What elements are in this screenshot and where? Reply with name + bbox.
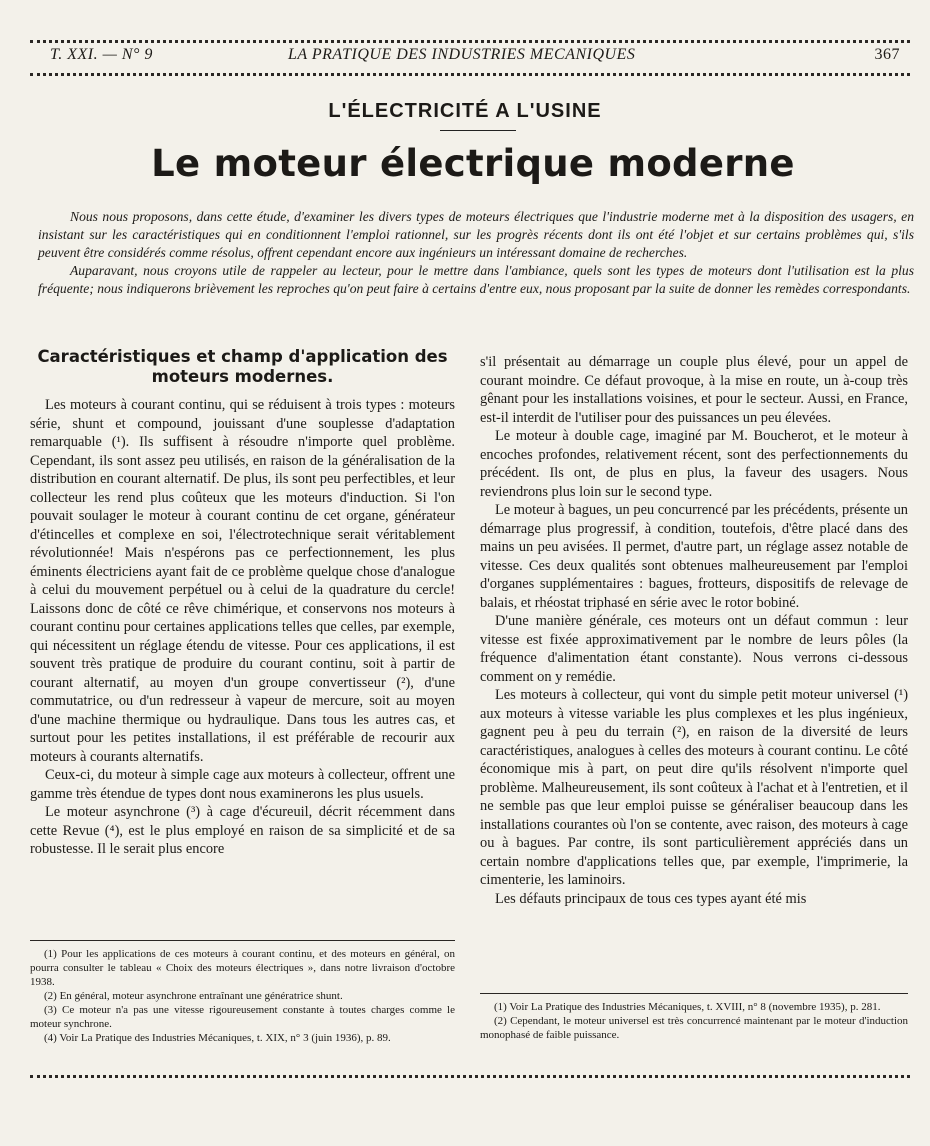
footnote-rule-left — [30, 940, 455, 941]
footnote-rule-right — [480, 993, 908, 994]
footnotes-right — [480, 1000, 908, 1042]
footnote: (2) En général, moteur asynchrone entraînant une génératrice shunt. — [44, 990, 343, 1002]
body-paragraph: D'une manière générale, ces moteurs ont un défaut commun : leur vitesse est fixée approximativement par le nombre de leurs pôles (la fréquence d'alimentation étant constante). Nous verrons ci-dessous comment on y remédie. — [480, 613, 908, 685]
body-paragraph: Les moteurs à collecteur, qui vont du simple petit moteur universel (¹) aux moteurs à vitesse variable les plus complexes et les plus ingénieux, gagnent peu à peu du terrain (²), en raison de la diversité de leurs caractéristiques, analogues à celles des moteurs à courant continu. Le côté économique mis à part, on peut dire qu'ils résolvent n'importe quel problème. Malheureusement, ils sont coûteux à l'achat et à l'entretien, et il ne semble pas que leur emploi puisse se généraliser beaucoup dans les installations courantes où l'on se contente, avec raison, des moteurs à cage ou à bagues. Par contre, ils sont particulièrement appréciés dans un certain nombre d'applications telles que, par exemple, l'imprimerie, la cimenterie, les laminoirs. — [480, 687, 908, 888]
footnote: (1) Pour les applications de ces moteurs à courant continu, et des moteurs en général, on pourra consulter le tableau « Choix des moteurs électriques », dans notre livraison d'octobre 1938. — [30, 948, 455, 988]
body-paragraph: Le moteur à bagues, un peu concurrencé par les précédents, présente un démarrage plus progressif, à condition, toutefois, d'être placé dans des mains un peu avisées. Il permet, d'autre part, un réglage assez notable de vitesse. Ces deux qualités sont obtenues malheureusement par l'emploi d'organes supplémentaires : bagues, frotteurs, dispositifs de relevage de balais, et rhéostat triphasé en série avec le rotor bobiné. — [480, 502, 908, 611]
body-paragraph: Les moteurs à courant continu, qui se réduisent à trois types : moteurs série, shunt et compound, jouissant d'une souplesse d'adaptation remarquable (¹). Ils suffisent à résoudre n'importe quel problème. Cependant, ils sont assez peu utilisés, en raison de la généralisation de la distribution en courant alternatif. De plus, ils sont peu perfectibles, et leur collecteur les rend plus coûteux que les moteurs d'induction. Si l'on pouvait soulager le moteur à courant continu de cet organe, générateur d'étincelles et complexe en soi, l'électrotechnique serait véritablement révolutionnée! Mais n'espérons pas ce perfectionnement, les plus éminents électriciens ayant fait de ce problème quelque chose d'analogue à celui du mouvement perpétuel ou à celui de la quadrature du cercle! Laissons donc de côté ce rêve chimérique, et conservons nos moteurs à courant continu pour certaines applications telles que celles, par exemple, qui nécessitent un réglage étendu de vitesse. Pour ces applications, il est souvent très pratique de produire du courant continu, soit à partir de courant alternatif, au moyen d'un groupe convertisseur (²), d'une commutatrice, ou d'un redresseur à vapeur de mercure, soit au moyen d'une machine thermique ou hydraulique. Dans tous les autres cas, et surtout pour les petites installations, il est préférable de recourir aux moteurs à courants alternatifs. — [30, 397, 455, 765]
footnote: (4) Voir La Pratique des Industries Mécaniques, t. XIX, n° 3 (juin 1936), p. 89. — [44, 1032, 391, 1044]
body-paragraph: s'il présentait au démarrage un couple plus élevé, pour un appel de courant moindre. Ce défaut provoque, à la mise en route, un à-coup très gênant pour les installations voisines, et pour le secteur. Aussi, en France, est-il interdit de l'utiliser pour des puissances un peu élevées. — [480, 354, 908, 426]
running-header — [50, 46, 900, 68]
section-heading: Caractéristiques et champ d'application des moteurs modernes. — [37, 347, 448, 386]
intro-paragraph: Nous nous proposons, dans cette étude, d'examiner les divers types de moteurs électriques que l'industrie moderne met à la disposition des usagers, en insistant sur les caractéristiques qui en conditionnent l'emploi rationnel, sur les progrès récents dont ils ont été l'objet et sur certains problèmes qui, s'ils peuvent être considérés comme résolus, offrent cependant encore aux ingénieurs un intéressant domaine de recherches. — [38, 209, 914, 260]
left-column — [30, 347, 455, 859]
footnote: (2) Cependant, le moteur universel est très concurrencé maintenant par le moteur d'induction monophasé de faible puissance. — [480, 1015, 908, 1041]
footnote: (3) Ce moteur n'a pas une vitesse rigoureusement constante à toutes charges comme le moteur synchrone. — [30, 1004, 455, 1030]
top-dotted-rule — [30, 40, 910, 43]
journal-title: LA PRATIQUE DES INDUSTRIES MECANIQUES — [288, 46, 636, 63]
volume-number: T. XXI. — N° 9 — [50, 46, 153, 63]
article-title: Le moteur électrique moderne — [151, 142, 795, 185]
bottom-dotted-rule — [30, 1075, 910, 1078]
page-number: 367 — [874, 46, 900, 63]
body-paragraph: Ceux-ci, du moteur à simple cage aux moteurs à collecteur, offrent une gamme très étendue de types dont nous examinerons les plus usuels. — [30, 767, 455, 802]
body-paragraph: Les défauts principaux de tous ces types ayant été mis — [495, 890, 807, 907]
right-column — [480, 353, 908, 908]
article-introduction — [38, 208, 914, 298]
footnotes-left — [30, 947, 455, 1045]
section-rubric: L'ÉLECTRICITÉ A L'USINE — [328, 100, 602, 122]
footnote: (1) Voir La Pratique des Industries Mécaniques, t. XVIII, n° 8 (novembre 1935), p. 281. — [494, 1001, 881, 1013]
intro-paragraph: Auparavant, nous croyons utile de rappeler au lecteur, pour le mettre dans l'ambiance, quels sont les types de moteurs dont l'utilisation est la plus fréquente; nous indiquerons brièvement les reproches qu'on peut faire à certains d'entre eux, nous proposant par la suite de donner les remèdes correspondants. — [38, 263, 914, 296]
body-paragraph: Le moteur asynchrone (³) à cage d'écureuil, décrit récemment dans cette Revue (⁴), est le plus employé en raison de sa simplicité et de sa robustesse. Il le serait plus encore — [30, 804, 455, 857]
body-paragraph: Le moteur à double cage, imaginé par M. Boucherot, et le moteur à encoches profondes, relativement récent, sont des perfectionnements du précédent. Ils ont, de plus en plus, la faveur des usagers. Nous reviendrons plus loin sur le second type. — [480, 428, 908, 500]
rubric-underline — [440, 130, 516, 131]
header-dotted-rule — [30, 73, 910, 76]
